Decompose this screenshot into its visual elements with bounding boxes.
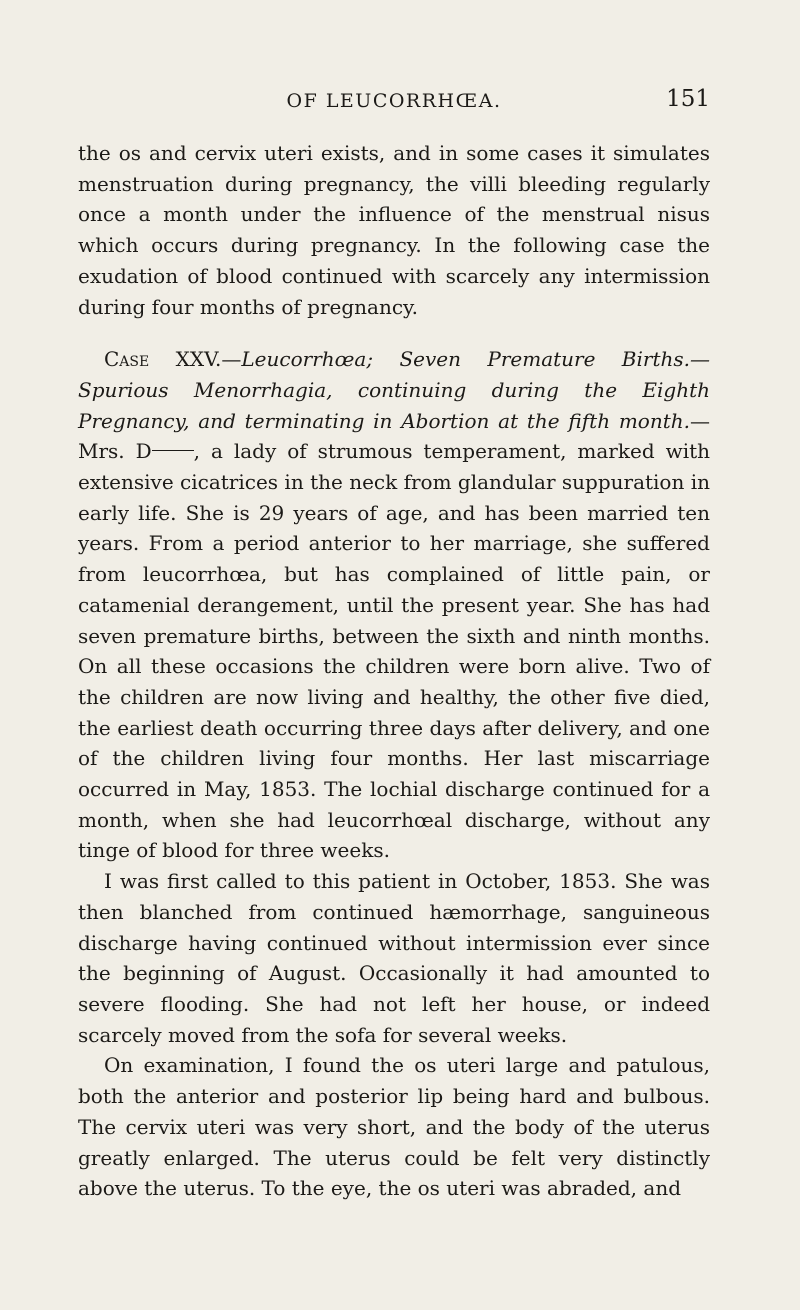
case-title-dash: — [690, 408, 710, 433]
page-number: 151 [666, 86, 710, 112]
case-history: , a lady of strumous temperament, marked with extensive cicatrices in the neck from glandular suppuration in early life. She is 29 years of age, and has been married ten years. From a period anterior to her marriage, she suffered from leucorrhœa, but has complained of little pain, or catamenial derangement, until the present year. She has had seven premature births, between the sixth and ninth months. On all these occasions the children were born alive. Two of the children are now living and healthy, the other five died, the earliest death occurring three days after delivery, and one of the children living four months. Her last miscarriage occurred in May, 1853. The lochial discharge continued for a month, when she had leucorrhœal discharge, without any tinge of blood for three weeks. [78, 439, 711, 863]
case-title: Leucorrhœa; Seven Premature Births.—Spurious Menorrhagia, continuing during the Eighth Pregnancy, and terminating in Abortion at the fifth month. [78, 347, 710, 433]
case-dash: — [221, 347, 242, 372]
case-paragraph [78, 344, 710, 866]
running-head [78, 86, 710, 120]
paragraph-examination: On examination, I found the os uteri large and patulous, both the anterior and posterior lip being hard and bulbous. The cervix uteri was very short, and the body of the uterus greatly enlarged. The uterus could be felt very distinctly above the uterus. To the eye, the os uteri was abraded, and [78, 1053, 710, 1201]
paragraph-first-visit: I was first called to this patient in October, 1853. She was then blanched from continued hæmorrhage, sanguineous discharge having continued without intermission ever since the beginning of August. Occasionally it had amounted to severe flooding. She had not left her house, or indeed scarcely moved from the sofa for several weeks. [78, 869, 710, 1047]
body-text [78, 138, 710, 1204]
paragraph-continuation: the os and cervix uteri exists, and in some cases it simulates menstruation during pregnancy, the villi bleeding regularly once a month under the influence of the menstrual nisus which occurs during pregnancy. In the following case the exudation of blood continued with scarcely any intermission during four months of pregnancy. [78, 141, 710, 319]
case-label: Case XXV. [104, 347, 222, 372]
paragraph-spacer [78, 322, 710, 344]
patient-name: Mrs. D [78, 439, 152, 464]
name-dash-rule [152, 450, 194, 451]
running-title: OF LEUCORRHŒA. [286, 90, 502, 112]
